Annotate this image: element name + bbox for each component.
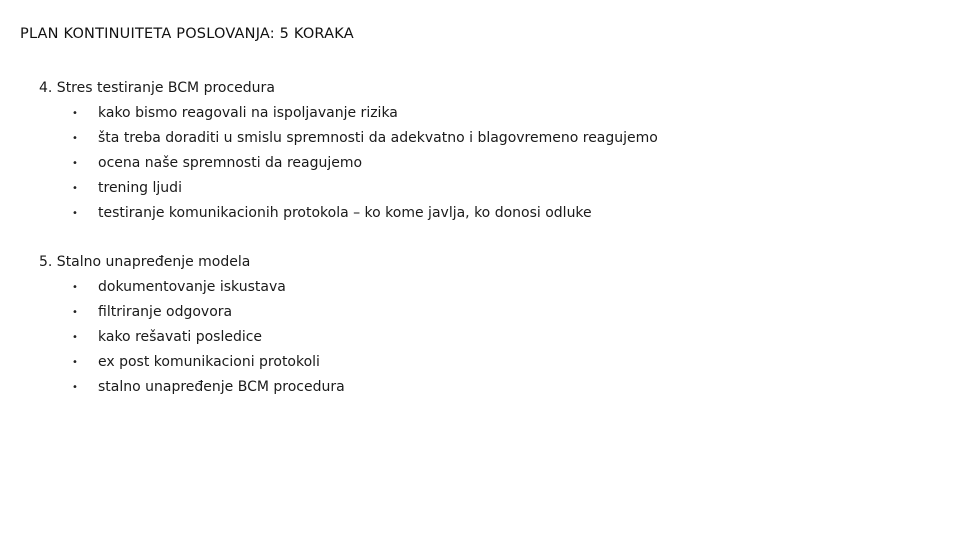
list-item-text: filtriranje odgovora [98, 304, 233, 320]
list-item [39, 201, 592, 226]
bullet-icon: • [72, 382, 78, 393]
bullet-icon: • [72, 108, 78, 119]
list-item [39, 325, 263, 350]
list-item [39, 300, 250, 325]
slide-title: PLAN KONTINUITETA POSLOVANJA: 5 KORAKA [20, 26, 354, 42]
list-item-text: kako bismo reagovali na ispoljavanje rizika [98, 105, 398, 121]
list-item-text: kako rešavati posledice [98, 329, 263, 345]
list-item [39, 176, 275, 201]
bullet-icon: • [72, 158, 78, 169]
section-step-4 [39, 76, 658, 226]
list-item [39, 275, 286, 300]
bullet-list [39, 101, 658, 226]
list-item-text: šta treba doraditi u smislu spremnosti da adekvatno i blagovremeno reagujemo [98, 130, 658, 146]
bullet-icon: • [72, 332, 78, 343]
list-item-text: dokumentovanje iskustava [98, 279, 286, 295]
bullet-icon: • [72, 307, 78, 318]
bullet-icon: • [72, 183, 78, 194]
list-item [39, 350, 320, 375]
list-item [39, 375, 345, 400]
bullet-icon: • [72, 133, 78, 144]
section-heading: 5. Stalno unapređenje modela [39, 254, 251, 270]
list-item [39, 126, 658, 151]
list-item-text: testiranje komunikacionih protokola – ko kome javlja, ko donosi odluke [98, 205, 592, 221]
list-item-text: ex post komunikacioni protokoli [98, 354, 320, 370]
bullet-icon: • [72, 208, 78, 219]
bullet-icon: • [72, 357, 78, 368]
list-item-text: trening ljudi [98, 180, 182, 196]
section-step-5 [39, 250, 345, 400]
bullet-list [39, 275, 345, 400]
list-item [39, 101, 398, 126]
section-heading: 4. Stres testiranje BCM procedura [39, 80, 275, 96]
bullet-icon: • [72, 282, 78, 293]
list-item [39, 151, 363, 176]
list-item-text: stalno unapređenje BCM procedura [98, 379, 345, 395]
list-item-text: ocena naše spremnosti da reagujemo [98, 155, 363, 171]
